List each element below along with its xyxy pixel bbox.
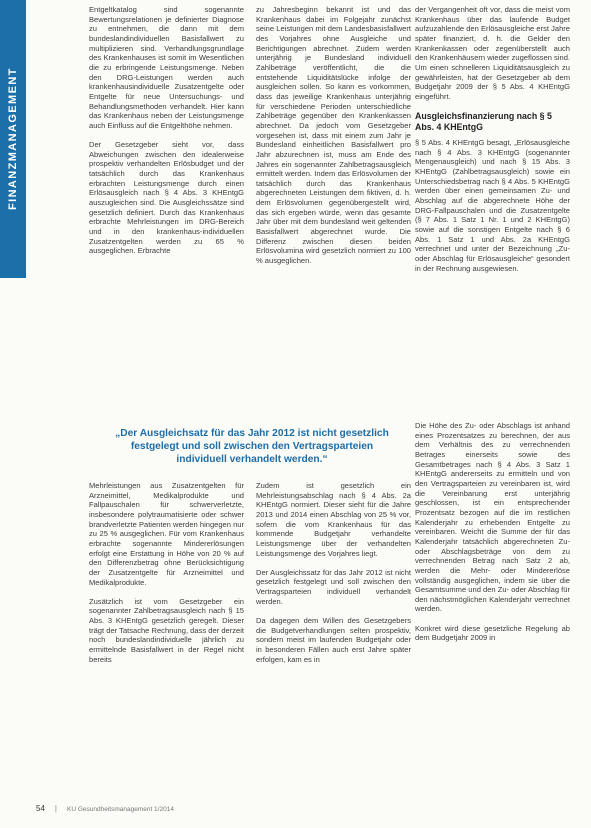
paragraph: Da dagegen dem Willen des Gesetzgebers die Budgetverhandlungen selten prospektiv, sondern meist im laufenden Budgetjahr oder in besonderen Fällen auch erst Jahre später erfolgen, kam es in <box>256 615 411 664</box>
paragraph: Die Höhe des Zu- oder Abschlags ist anhand eines Prozentsatzes zu berechnen, der aus dem Verhältnis des zu verrechnenden Betrages einerseits sowie des Gesamtbetrages nach § 4 Abs. 3 Satz 1 KHEntgG andererseits zu ermitteln und von den Vertragsparteien zu vereinbaren ist, wird die Vereinbarung erst unterjährig geschlossen, ist ein entsprechender Prozentsatz bezogen auf die im restlichen Kalenderjahr zu erhebenden Entgelte zu vereinbaren. Weicht die Summe der für das Kalenderjahr tatsächlich abgerechneten Zu- oder Abschlagsbeträge von dem zu verrechnenden Betrag nach Satz 2 ab, werden die Mehr- oder Mindererlöse vollständig ausgeglichen, indem sie über die Gesamtsumme und den Zu- oder Abschlag für den nächstmöglichen Kalenderjahr verrechnet werden. <box>415 421 570 614</box>
paragraph: Zudem ist gesetzlich ein Mehrleistungsabschlag nach § 4 Abs. 2a KHEntgG normiert. Dieser sieht für die Jahre 2013 und 2014 einen Abschlag von 25 % vor, sofern die vom Krankenhaus für das kommende Budgetjahr verhandelte Leistungsmenge über der verhandelten Leistungsmenge des Vorjahres liegt. <box>256 481 411 558</box>
paragraph: § 5 Abs. 4 KHEntgG besagt, „Erlösausgleiche nach § 4 Abs. 3 KHEntgG (sogenannter Mengenausgleich) und nach § 15 Abs. 3 KHEntgG (Zahlbetragsausgleich) sowie ein Unterschiedsbetrag nach § 4 Abs. 5 KHEntgG werden über einen gemeinsamen Zu- und Abschlag auf die abgerechnete Höhe der DRG-Fallpauschalen und die Zusatzentgelte (§ 7 Abs. 1 Satz 1 Nr. 1 und 2 KHEntgG) sowie auf die sonstigen Entgelte nach § 6 Abs. 1 Satz 1 und Abs. 2a KHEntgG verrechnet und unter der Bezeichnung „Zu- oder Abschlag für Erlösausgleiche“ gesondert in der Rechnung ausgewiesen. <box>415 138 570 273</box>
paragraph: Zusätzlich ist vom Gesetzgeber ein sogenannter Zahlbetragsausgleich nach § 15 Abs. 3 KHEntgG gesetzlich geregelt. Dieser trägt der Tatsache Rechnung, dass der derzeit noch bundeslandindividuelle jährlich zu ermittelnde Basisfallwert in der Regel nicht bereits <box>89 596 244 664</box>
text-column-6 <box>415 421 570 652</box>
section-label: FINANZMANAGEMENT <box>7 67 19 211</box>
text-column-4 <box>89 481 244 674</box>
paragraph: Entgeltkatalog sind sogenannte Bewertungsrelationen je definierter Diagnose zu entnehmen, die dann mit dem bundeslandindividuellen Basisfallwert zu multiplizieren sind. Verhandlungsgrundlage des Krankenhauses ist somit im Wesentlichen die zu erbringende Leistungsmenge. Neben den DRG-Leistungen werden auch krankenhausindividuelle Zusatzentgelte oder Entgelte für neue Untersuchungs- und Behandlungsmethoden verhandelt. Hier kann das Krankenhaus neben der Leistungsmenge auch Einfluss auf die Entgelthöhe nehmen. <box>89 5 244 130</box>
text-column-3 <box>415 5 570 283</box>
page-number: 54 <box>36 804 45 813</box>
section-sidebar <box>0 0 26 278</box>
paragraph: zu Jahresbeginn bekannt ist und das Krankenhaus dabei im Folgejahr zunächst seine Leistungen mit dem Landesbasisfallwert des Vorjahres ohne Ausgleiche und Berichtigungen abrechnet. Zudem werden unterjährig je Bundesland individuell Zahlbeträge veröffentlicht, die die entstehende Liquiditätslücke infolge der ausgleichen sollen. So kann es vorkommen, dass das jeweilige Krankenhaus unterjährig für verschiedene Perioden unterschiedliche Zahlbeträge gegenüber den Krankenkassen abrechnet. Da jedoch vom Gesetzgeber vorgesehen ist, dass mit einem zum Jahr je Bundesland einheitlichen Basisfallwert pro Jahr abzurechnen ist, muss am Ende des Jahres ein sogenannter Zahlbetragsausgleich ermittelt werden. Indem das Erlösvolumen der tatsächlich durch das Krankenhaus abgerechneten Leistungen dem fiktiven, d. h. dem Erlösvolumen gegenübergestellt wird, das sich ergeben würde, wenn das gesamte Jahr über mit dem bundesland weit geltenden Basisfallwert abgerechnet wurde. Die Differenz zwischen diesen beiden Erlösvolumina wird gesetzlich normiert zu 100 % ausgeglichen. <box>256 5 411 266</box>
paragraph: Der Ausgleichssatz für das Jahr 2012 ist nicht gesetzlich festgelegt und soll zwischen den Vertragsparteien individuell verhandelt werden. <box>256 567 411 606</box>
paragraph: der Vergangenheit oft vor, dass die meist vom Krankenhaus über das laufende Budget aufzuzahlende den Erlösausgleiche erst Jahre später finanziert, d. h. die Gelder den Krankenkassen oder zegenüberstellt auch den Krankenhäusern wieder zugeflossen sind. Um einen schnelleren Liquiditätsausgleich zu gewährleisten, hat der Gesetzgeber ab dem Budgetjahr 2009 der § 5 Abs. 4 KHEntgG eingeführt. <box>415 5 570 101</box>
footer-divider: | <box>54 804 57 813</box>
section-heading: Ausgleichsfinanzierung nach § 5 Abs. 4 KHEntgG <box>415 111 552 132</box>
paragraph: Mehrleistungen aus Zusatzentgelten für Arzneimittel, Medikalprodukte und Fallpauschalen für schwerverletzte, insbesondere polytraumatisierte oder schwer brandverletzte Patienten werden hingegen nur zu 25 % ausgeglichen. Für vom Krankenhaus erbrachte sogenannte Mindererlösungen erfolgt eine Erstattung in Höhe von 20 % auf den Differenzbetrag ohne Berücksichtigung der Zusatzentgelte für Arzneimittel und Medikalprodukte. <box>89 481 244 587</box>
paragraph: Der Gesetzgeber sieht vor, dass Abweichungen zwischen den idealerweise prospektiv verhandelten Erlösbudget und der tatsächlich durch das Krankenhaus erbrachten Leistungsmenge durch einen Erlösausgleich nach § 4 Abs. 3 KHEntgG auszugleichen sind. Die Ausgleichssätze sind gesetzlich definiert. Durch das Krankenhaus erbrachte Mehrleistungen im DRG-Bereich und in den krankenhaus-individuellen Zusatzentgelten werden zu 65 % ausgeglichen. Erbrachte <box>89 140 244 256</box>
text-column-5 <box>256 481 411 674</box>
paragraph: Konkret wird diese gesetzliche Regelung ab dem Budgetjahr 2009 in <box>415 623 570 643</box>
text-column-1 <box>89 5 244 265</box>
page-footer <box>36 804 174 813</box>
journal-name: KU Gesundheitsmanagement 1/2014 <box>66 806 174 813</box>
pull-quote: „Der Ausgleichsatz für das Jahr 2012 ist nicht gesetzlich festgelegt und soll zwischen den Vertragsparteien individuell verhandelt werden.“ <box>115 428 389 466</box>
text-column-2 <box>256 5 411 275</box>
